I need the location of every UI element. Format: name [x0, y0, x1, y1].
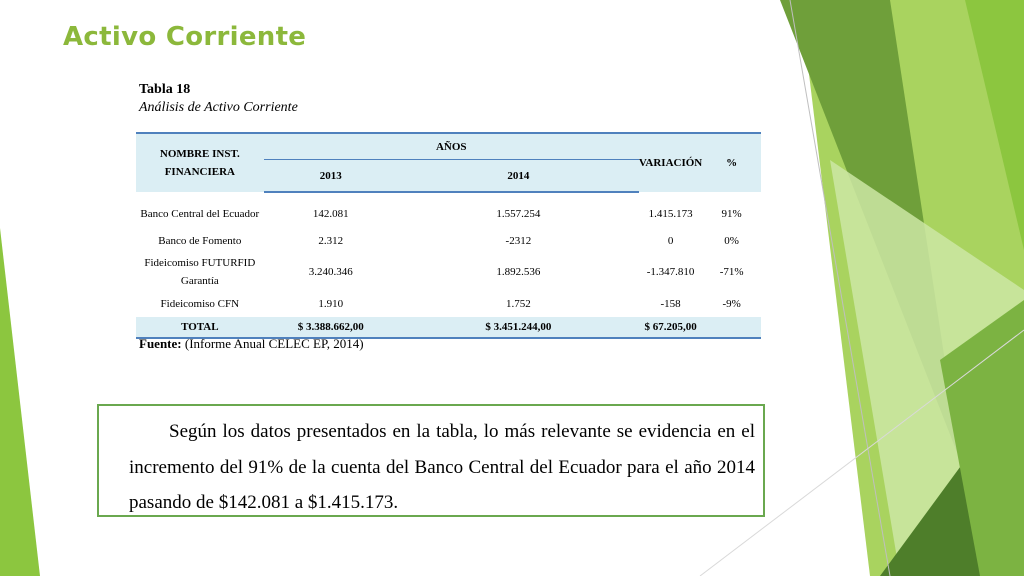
cell-variation: 1.415.173: [648, 207, 693, 220]
header-percent: %: [702, 133, 761, 192]
cell-percent: -9%: [722, 297, 741, 310]
conclusion-box: [97, 404, 765, 517]
cell-percent: -71%: [719, 266, 744, 278]
cell-percent: 91%: [721, 207, 742, 220]
total-2013: $ 3.388.662,00: [264, 317, 398, 338]
table-row: [136, 227, 761, 254]
table-caption-name: Análisis de Activo Corriente: [139, 100, 298, 115]
table-row: [136, 200, 761, 227]
header-name-line2: FINANCIERA: [164, 166, 235, 178]
header-anos: AÑOS: [264, 133, 639, 160]
header-year-2014: 2014: [398, 160, 639, 193]
cell-name-line2: Garantía: [180, 275, 219, 287]
total-2014: $ 3.451.244,00: [398, 317, 639, 338]
cell-2014: -2312: [505, 234, 532, 247]
cell-name: Banco de Fomento: [158, 234, 242, 247]
total-variation: $ 67.205,00: [639, 317, 702, 338]
cell-2014: 1.557.254: [496, 207, 541, 220]
table-total-row: [136, 317, 761, 338]
activo-corriente-table: [136, 132, 761, 339]
conclusion-text: Según los datos presentados en la tabla, lo más relevante se evidencia en el incremento del 91% de la cuenta del Banco Central del Ecuador para el año 2014 pasando de $142.081 a $1.415.173.: [129, 421, 755, 513]
deco-left-triangle: [0, 228, 40, 576]
header-name-line1: NOMBRE INST.: [159, 148, 240, 160]
total-label: TOTAL: [136, 317, 264, 338]
cell-variation: -1.347.810: [646, 266, 695, 278]
slide-title: Activo Corriente: [63, 22, 307, 52]
source-text: (Informe Anual CELEC EP, 2014): [181, 336, 364, 351]
cell-2013: 2.312: [318, 234, 344, 247]
cell-2013: 142.081: [312, 207, 349, 220]
total-percent: [702, 317, 761, 338]
table-caption-number: Tabla 18: [139, 82, 191, 97]
cell-name: [136, 254, 264, 290]
source-label: Fuente:: [139, 336, 182, 351]
header-variacion: VARIACIÓN: [639, 133, 702, 192]
table-row: [136, 290, 761, 317]
table-source: [139, 336, 364, 352]
cell-variation: 0: [667, 234, 674, 247]
cell-2013: 1.910: [318, 297, 344, 310]
cell-2014: 1.892.536: [496, 266, 541, 278]
cell-2013: 3.240.346: [308, 266, 353, 278]
cell-variation: -158: [660, 297, 681, 310]
cell-name: Fideicomiso CFN: [160, 297, 240, 310]
cell-2014: 1.752: [506, 297, 531, 310]
cell-name-line1: Fideicomiso FUTURFID: [144, 257, 256, 269]
cell-percent: 0%: [724, 234, 739, 247]
cell-name: Banco Central del Ecuador: [140, 207, 260, 220]
header-nombre-inst: [136, 133, 264, 192]
table-row: [136, 254, 761, 290]
header-year-2013: 2013: [264, 160, 398, 193]
